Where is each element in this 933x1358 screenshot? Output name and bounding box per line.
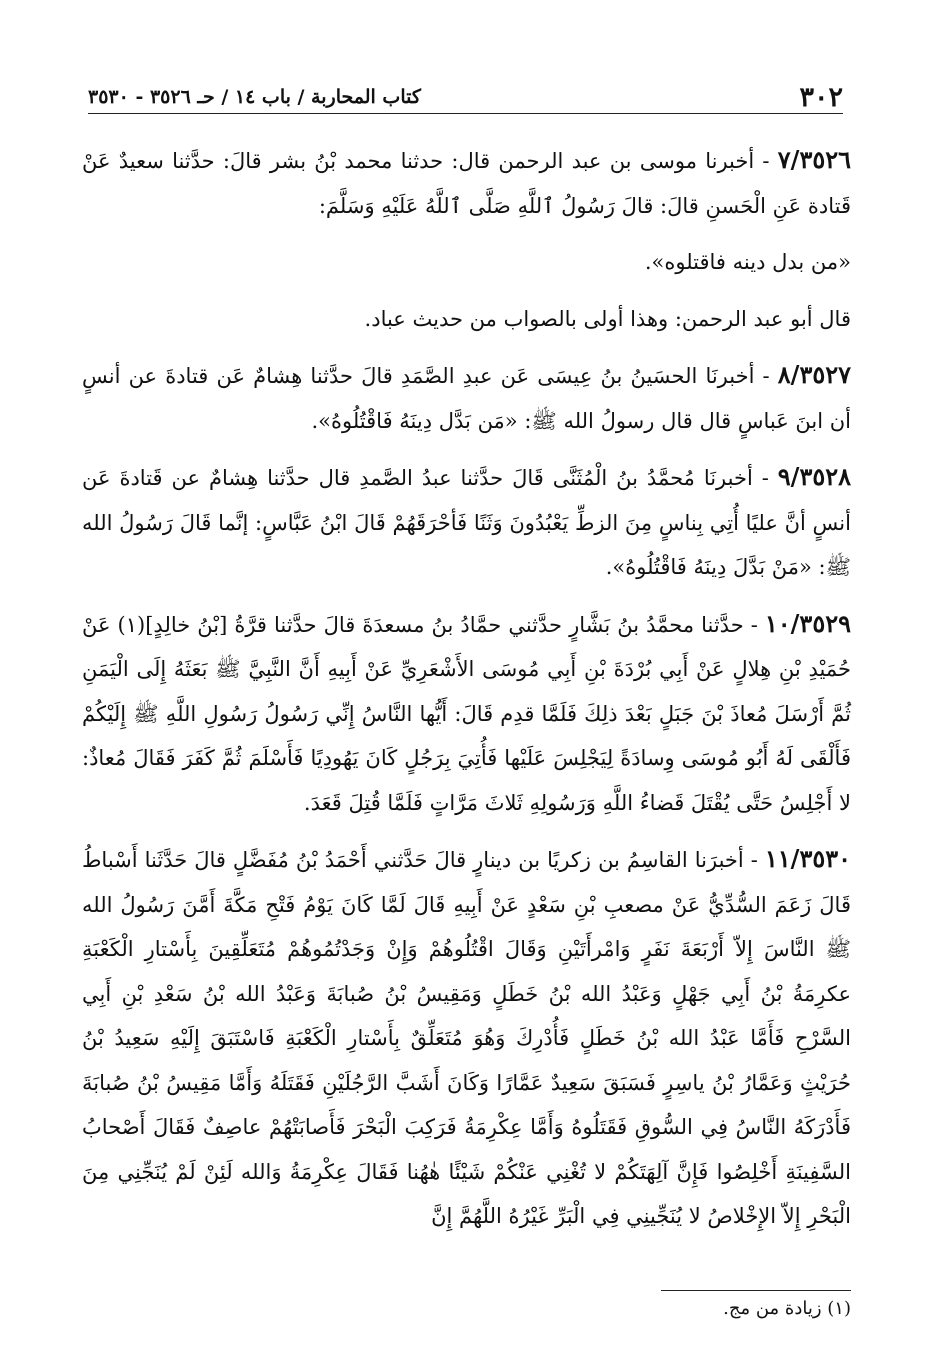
hadith-text: أخبرنا موسى بن عبد الرحمن قال: حدثنا محمد بْنُ بشر قالَ: حدَّثنا سعيدٌ عَنْ قَتادة عَنِ الْحَسنِ قالَ: قالَ رَسُولُ ٱللَّهِ صَلَّى ٱللَّهُ عَلَيْهِ وَسَلَّمَ: (82, 149, 851, 218)
running-header (88, 80, 843, 114)
dash: - (754, 149, 770, 173)
hadith-text: أخبرنَا الحسَينُ بنُ عِيسَى عَن عبدِ الصَّمَدِ قالَ حدَّثنا هِشامٌ عَن قتادةَ عن أنسٍ أن ابنَ عَباسٍ قال قال رسولُ الله ﷺ: «مَن بَدَّل دِينَهُ فَاقْتُلُوهُ». (82, 364, 851, 433)
dash: - (743, 848, 758, 872)
hadith-paragraph (82, 837, 851, 1239)
page-number: ٣٠٢ (799, 81, 843, 113)
commentary-paragraph (82, 297, 851, 342)
commentary-text: قال أبو عبد الرحمن: وهذا أولى بالصواب من حديث عباد. (364, 306, 851, 331)
dash: - (752, 466, 769, 490)
hadith-text: أخبرَنا القاسِمُ بن زكريًا بن دينارٍ قالَ حَدَّثني أَحْمَدُ بْنُ مُفَضَّلٍ قالَ حَدَّثَنا أَسْباطُ قَالَ زَعَمَ السُّدِّيُّ عَنْ مصعبِ بْنِ سَعْدٍ عَنْ أَبِيهِ قَالَ لَمَّا كَانَ يَوْمُ فَتْحِ مَكَّةَ أَمَّنَ رَسُولُ الله ﷺ النَّاسَ إِلاّ أَرْبَعَةَ نَفَرٍ وَامْرأَتَيْنِ وَقَالَ اقْتُلُوهُمْ وَإِنْ وَجَدْتُمُوهُمْ مُتَعَلِّقِينَ بِأَسْتارِ الْكَعْبَةِ عكرِمَةُ بْنُ أَبِي جَهْلٍ وَعَبْدُ الله بْنُ خَطَلٍ وَمَقِيسُ بْنُ صُبابَةَ وَعَبْدُ الله بْنُ سَعْدِ بْنِ أَبِي السَّرْحِ فَأَمَّا عَبْدُ الله بْنُ خَطَلٍ فَأُدْرِكَ وَهُوَ مُتَعَلِّقٌ بِأَسْتارِ الْكَعْبَةِ فَاسْتَبَقَ إِلَيْهِ سَعِيدُ بْنُ حُرَيْثٍ وَعَمَّارُ بْنُ ياسِرٍ فَسَبَقَ سَعِيدٌ عَمَّارًا وَكَانَ أَشَبَّ الرَّجُلَيْنِ فَقَتَلَهُ وَأَمَّا مَقِيسُ بْنُ صُبابَةَ فَأَدْرَكَهُ النَّاسُ فِي السُّوقِ فَقَتَلُوهُ وَأَمَّا عِكْرِمَةُ فَرَكِبَ الْبَحْرَ فَأَصابَتْهُمْ عاصِفٌ فَقَالَ أَصْحابُ السَّفِينَةِ أَخْلِصُوا فَإِنَّ آلِهَتَكُمْ لا تُغْنِي عَنْكُمْ شَيْئًا هٰهُنا فَقَالَ عِكْرِمَةُ وَالله لَئِنْ لَمْ يُنَجِّنِي مِنَ الْبَحْرِ إِلاّ الإِخْلاصُ لا يُنَجِّينِي فِي الْبَرِّ غَيْرُهُ اللَّهُمَّ إِنَّ (82, 848, 851, 1228)
hadith-paragraph (82, 602, 851, 826)
hadith-number: ٧/٣٥٢٦ (777, 145, 851, 174)
hadith-paragraph (82, 138, 851, 228)
hadith-text: «من بدل دينه فاقتلوه». (644, 250, 851, 274)
dash: - (743, 612, 758, 637)
hadith-number: ٨/٣٥٢٧ (777, 360, 851, 389)
header-divider (88, 113, 843, 114)
hadith-number: ٩/٣٥٢٨ (777, 462, 851, 491)
hadith-number: ١٠/٣٥٢٩ (764, 608, 851, 638)
text-body (82, 138, 851, 1239)
hadith-number: ١١/٣٥٣٠ (764, 844, 851, 873)
footnote-divider (661, 1290, 851, 1291)
footnote: (١) زيادة من مج. (723, 1298, 851, 1319)
hadith-paragraph (82, 353, 851, 443)
dash: - (754, 364, 770, 388)
hadith-paragraph (82, 455, 851, 590)
hadith-quote (82, 240, 851, 285)
hadith-text: حدَّثنا محمَّدُ بنُ بَشَّارٍ حدَّثني حمَّادُ بنُ مسعدَةَ قالَ حدَّثنا قرَّةُ [بْنُ خالِدٍ](١) عَنْ حُمَيْدِ بْنِ هِلالٍ عَنْ أَبِي بُرْدَةَ بْنِ أَبِي مُوسَى الأَشْعَرِيِّ عَنْ أَبِيهِ أَنَّ النَّبِيَّ ﷺ بَعَثَهُ إِلَى الْيَمَنِ ثُمَّ أَرْسَلَ مُعاذَ بْنَ جَبَلٍ بَعْدَ ذلِكَ فَلَمَّا قدِم قَالَ: أَيُّها النَّاسُ إِنِّي رَسُولُ رَسُولِ اللَّهِ ﷺ إِلَيْكُمْ فَأَلْقَى لَهُ أَبُو مُوسَى وِسادَةً لِيَجْلِسَ عَلَيْها فَأُتِيَ بِرَجُلٍ كَانَ يَهُودِيًا فَأَسْلَمَ ثُمَّ كَفَرَ فَقَالَ مُعاذٌ: لا أَجْلِسُ حَتَّى يُقْتَلَ قَضاءُ اللَّهِ وَرَسُولِهِ ثَلاثَ مَرَّاتٍ فَلَمَّا قُتِلَ قَعَدَ. (82, 612, 851, 815)
hadith-text: أخبرنَا مُحمَّدُ بنُ الْمُثَنَّى قَالَ حدَّثنا عبدُ الصَّمدِ قال حدَّثنا هِشامٌ عن قَتادةَ عَن أنسٍ أنَّ عليًا أُتِي بِناسٍ مِنَ الزطِّ يَعْبُدُونَ وَثَنًا فَأحْرَقَهُمْ قَالَ ابْنُ عَبَّاسٍ: إنَّما قَالَ رَسُولُ الله ﷺ: «مَنْ بَدَّلَ دِينَهُ فَاقْتُلُوهُ». (82, 466, 851, 579)
chapter-title: كتاب المحاربة / باب ١٤ / حـ ٣٥٢٦ - ٣٥٣٠ (88, 86, 421, 108)
